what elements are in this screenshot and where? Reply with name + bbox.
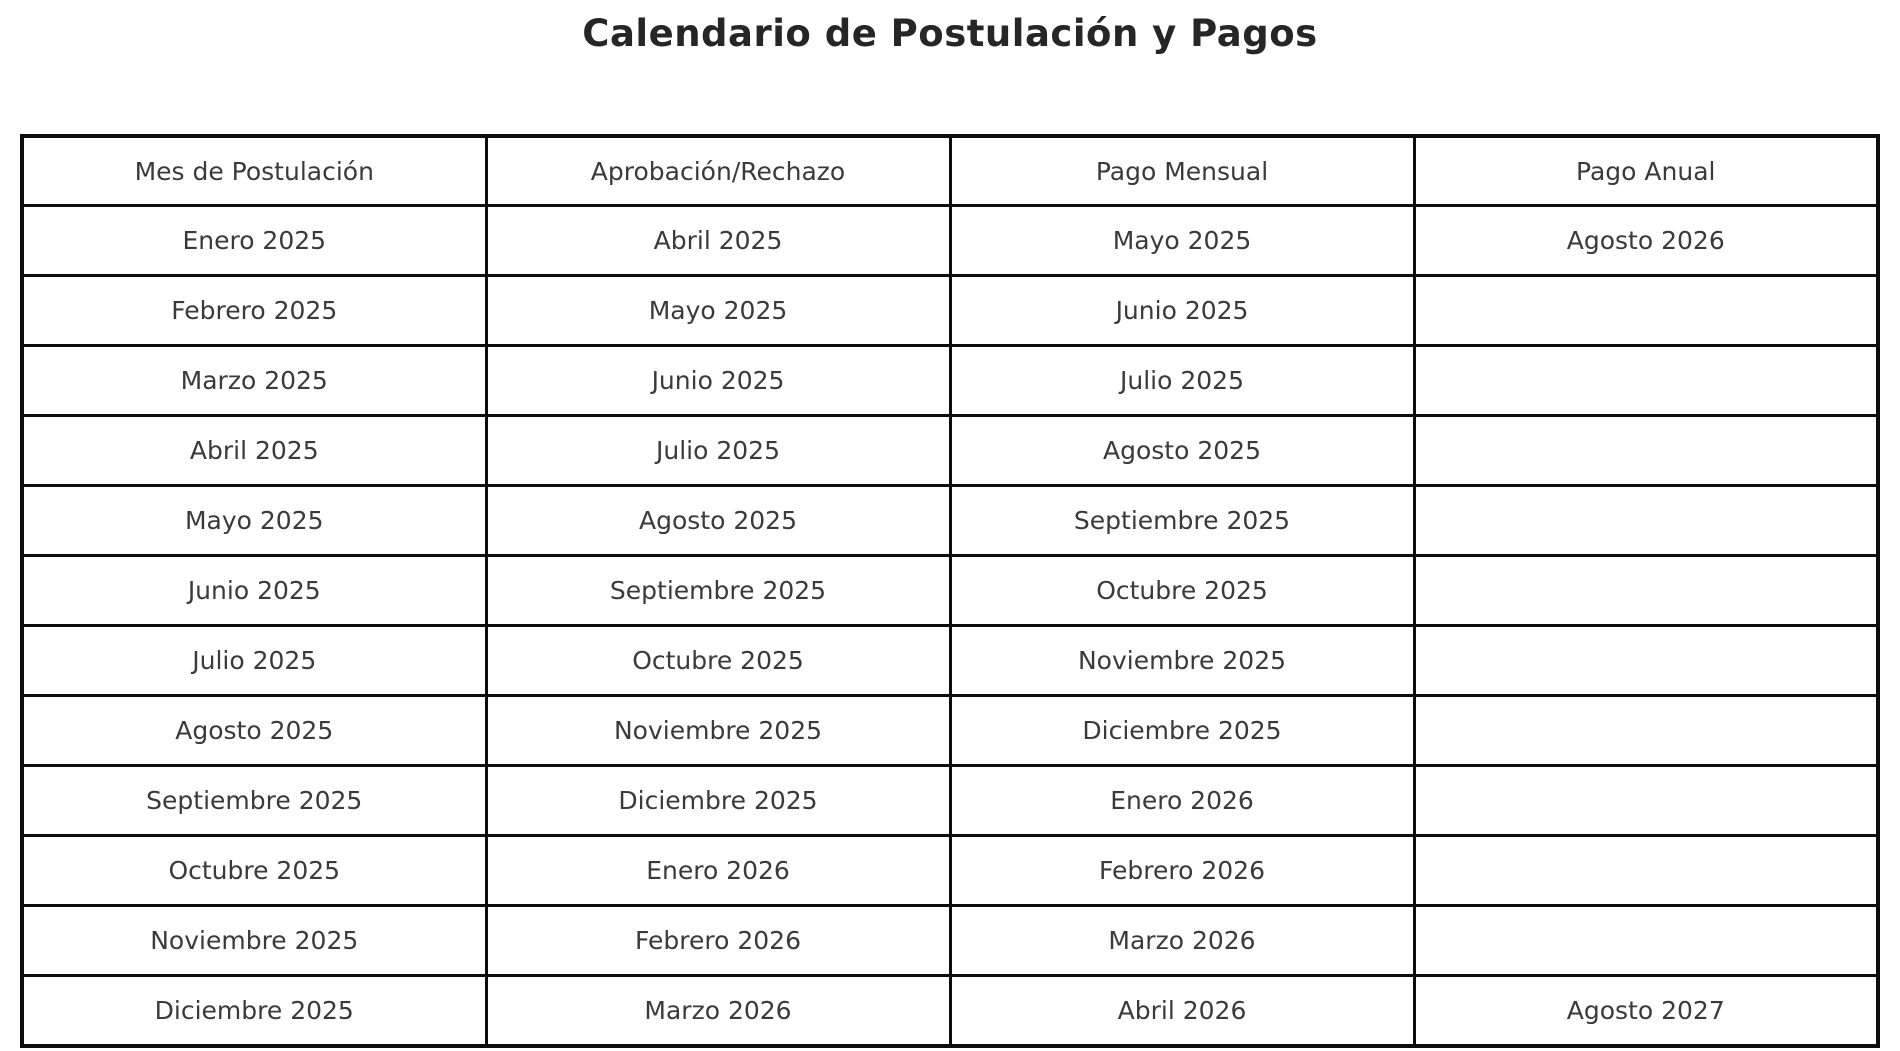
table-cell bbox=[1414, 766, 1878, 836]
table-cell: Enero 2025 bbox=[22, 206, 486, 276]
table-row bbox=[22, 906, 1878, 976]
table-cell bbox=[1414, 486, 1878, 556]
table-cell: Octubre 2025 bbox=[486, 626, 950, 696]
table-cell: Noviembre 2025 bbox=[486, 696, 950, 766]
table-cell: Julio 2025 bbox=[950, 346, 1414, 416]
table-body bbox=[22, 206, 1878, 1047]
table-cell: Junio 2025 bbox=[486, 346, 950, 416]
table-cell: Diciembre 2025 bbox=[950, 696, 1414, 766]
table-cell bbox=[1414, 346, 1878, 416]
table-cell: Abril 2025 bbox=[22, 416, 486, 486]
table-row bbox=[22, 626, 1878, 696]
table-row bbox=[22, 346, 1878, 416]
table-cell: Julio 2025 bbox=[22, 626, 486, 696]
table-cell: Octubre 2025 bbox=[22, 836, 486, 906]
table-row bbox=[22, 276, 1878, 346]
header-cell: Mes de Postulación bbox=[22, 136, 486, 206]
table-row bbox=[22, 836, 1878, 906]
table-row bbox=[22, 556, 1878, 626]
table-cell: Febrero 2026 bbox=[486, 906, 950, 976]
table-row bbox=[22, 766, 1878, 836]
table-cell: Diciembre 2025 bbox=[486, 766, 950, 836]
table-row bbox=[22, 976, 1878, 1047]
table-cell: Noviembre 2025 bbox=[950, 626, 1414, 696]
table-cell: Mayo 2025 bbox=[486, 276, 950, 346]
page-title: Calendario de Postulación y Pagos bbox=[582, 12, 1318, 55]
table-cell: Enero 2026 bbox=[950, 766, 1414, 836]
table-cell: Noviembre 2025 bbox=[22, 906, 486, 976]
table-cell: Marzo 2026 bbox=[950, 906, 1414, 976]
table-cell: Enero 2026 bbox=[486, 836, 950, 906]
table-cell: Septiembre 2025 bbox=[950, 486, 1414, 556]
table-cell: Febrero 2026 bbox=[950, 836, 1414, 906]
header-cell: Pago Mensual bbox=[950, 136, 1414, 206]
table-cell bbox=[1414, 276, 1878, 346]
table-cell bbox=[1414, 416, 1878, 486]
table-cell: Marzo 2026 bbox=[486, 976, 950, 1047]
table-cell: Abril 2025 bbox=[486, 206, 950, 276]
table-cell: Octubre 2025 bbox=[950, 556, 1414, 626]
table-cell: Agosto 2025 bbox=[950, 416, 1414, 486]
table-cell: Agosto 2025 bbox=[22, 696, 486, 766]
table-header bbox=[22, 136, 1878, 206]
table-cell: Marzo 2025 bbox=[22, 346, 486, 416]
table-cell: Julio 2025 bbox=[486, 416, 950, 486]
table-cell: Agosto 2026 bbox=[1414, 206, 1878, 276]
table-row bbox=[22, 486, 1878, 556]
table-cell: Febrero 2025 bbox=[22, 276, 486, 346]
table-cell: Abril 2026 bbox=[950, 976, 1414, 1047]
table-cell: Septiembre 2025 bbox=[22, 766, 486, 836]
table-cell: Septiembre 2025 bbox=[486, 556, 950, 626]
table-cell: Junio 2025 bbox=[22, 556, 486, 626]
table-row bbox=[22, 416, 1878, 486]
calendar-table bbox=[20, 134, 1880, 1048]
table-cell: Agosto 2025 bbox=[486, 486, 950, 556]
table-cell: Agosto 2027 bbox=[1414, 976, 1878, 1047]
table-cell: Mayo 2025 bbox=[950, 206, 1414, 276]
table-cell: Junio 2025 bbox=[950, 276, 1414, 346]
header-cell: Pago Anual bbox=[1414, 136, 1878, 206]
table-cell: Mayo 2025 bbox=[22, 486, 486, 556]
table-row bbox=[22, 696, 1878, 766]
table-cell bbox=[1414, 556, 1878, 626]
header-row bbox=[22, 136, 1878, 206]
table-cell: Diciembre 2025 bbox=[22, 976, 486, 1047]
table-cell bbox=[1414, 906, 1878, 976]
table-cell bbox=[1414, 696, 1878, 766]
table-cell bbox=[1414, 626, 1878, 696]
table-cell bbox=[1414, 836, 1878, 906]
header-cell: Aprobación/Rechazo bbox=[486, 136, 950, 206]
table-row bbox=[22, 206, 1878, 276]
